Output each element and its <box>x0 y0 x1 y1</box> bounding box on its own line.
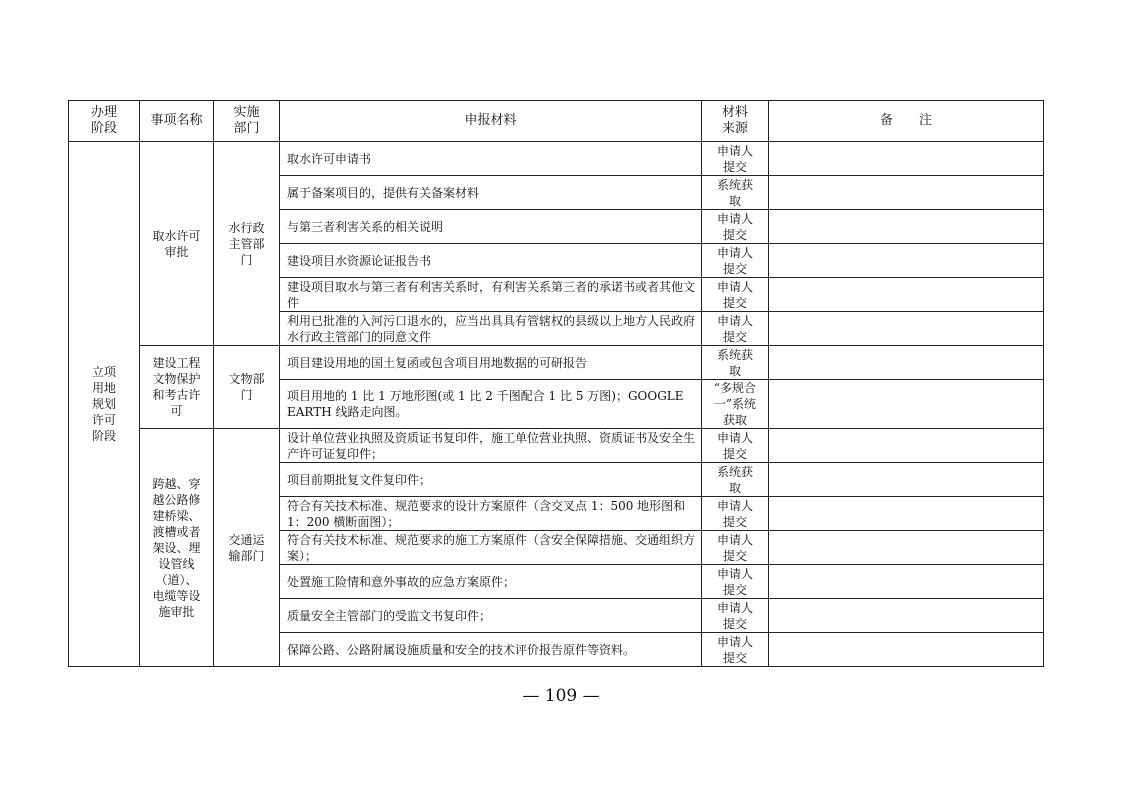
header-note: 备 注 <box>769 101 1044 142</box>
source-cell: 系统获 取 <box>702 463 769 497</box>
material-cell: 项目前期批复文件复印件； <box>280 463 702 497</box>
material-cell: 属于备案项目的，提供有关备案材料 <box>280 176 702 210</box>
material-cell: 建设项目水资源论证报告书 <box>280 244 702 278</box>
source-cell: 申请人 提交 <box>702 531 769 565</box>
table-row <box>69 429 1044 463</box>
source-cell: 申请人 提交 <box>702 278 769 312</box>
source-cell: 申请人 提交 <box>702 142 769 176</box>
header-source: 材料 来源 <box>702 101 769 142</box>
note-cell <box>769 346 1044 380</box>
note-cell <box>769 176 1044 210</box>
page-number: — 109 — <box>522 686 600 706</box>
material-cell: 与第三者利害关系的相关说明 <box>280 210 702 244</box>
material-cell: 处置施工险情和意外事故的应急方案原件； <box>280 565 702 599</box>
note-cell <box>769 210 1044 244</box>
note-cell <box>769 497 1044 531</box>
source-cell: 申请人 提交 <box>702 565 769 599</box>
table-body <box>69 142 1044 667</box>
source-cell: 系统获 取 <box>702 176 769 210</box>
material-cell: 质量安全主管部门的受监文书复印件； <box>280 599 702 633</box>
source-cell: 系统获 取 <box>702 346 769 380</box>
material-cell: 建设项目取水与第三者有利害关系时，有利害关系第三者的承诺书或者其他文件 <box>280 278 702 312</box>
note-cell <box>769 380 1044 429</box>
table-row <box>69 346 1044 380</box>
source-cell: 申请人 提交 <box>702 244 769 278</box>
source-cell: 申请人 提交 <box>702 210 769 244</box>
department-cell: 文物部 门 <box>214 346 280 429</box>
note-cell <box>769 429 1044 463</box>
note-cell <box>769 531 1044 565</box>
item-name-cell: 跨越、穿 越公路修 建桥梁、 渡槽或者 架设、埋 设管线 （道）、 电缆等设 施审批 <box>140 429 214 667</box>
note-cell <box>769 633 1044 667</box>
note-cell <box>769 142 1044 176</box>
header-materials: 申报材料 <box>280 101 702 142</box>
department-cell: 水行政 主管部 门 <box>214 142 280 346</box>
note-cell <box>769 463 1044 497</box>
header-item: 事项名称 <box>140 101 214 142</box>
source-cell: 申请人 提交 <box>702 497 769 531</box>
note-cell <box>769 312 1044 346</box>
stage-cell: 立项 用地 规划 许可 阶段 <box>69 142 140 667</box>
header-dept: 实施 部门 <box>214 101 280 142</box>
department-cell: 交通运 输部门 <box>214 429 280 667</box>
material-cell: 符合有关技术标准、规范要求的施工方案原件（含安全保障措施、交通组织方案）； <box>280 531 702 565</box>
item-name-cell: 取水许可 审批 <box>140 142 214 346</box>
source-cell: “多规合 一”系统 获取 <box>702 380 769 429</box>
note-cell <box>769 244 1044 278</box>
material-cell: 利用已批准的入河污口退水的，应当出具具有管辖权的县级以上地方人民政府水行政主管部门的同意文件 <box>280 312 702 346</box>
note-cell <box>769 599 1044 633</box>
item-name-cell: 建设工程 文物保护 和考古许 可 <box>140 346 214 429</box>
material-cell: 保障公路、公路附属设施质量和安全的技术评价报告原件等资料。 <box>280 633 702 667</box>
material-cell: 取水许可申请书 <box>280 142 702 176</box>
source-cell: 申请人 提交 <box>702 633 769 667</box>
material-cell: 设计单位营业执照及资质证书复印件，施工单位营业执照、资质证书及安全生产许可证复印件； <box>280 429 702 463</box>
header-stage: 办理 阶段 <box>69 101 140 142</box>
table-header-row <box>69 101 1044 142</box>
note-cell <box>769 278 1044 312</box>
source-cell: 申请人 提交 <box>702 599 769 633</box>
material-cell: 符合有关技术标准、规范要求的设计方案原件（含交叉点 1：500 地形图和 1：200 横断面图）； <box>280 497 702 531</box>
material-cell: 项目用地的 1 比 1 万地形图(或 1 比 2 千图配合 1 比 5 万图)；GOOGLE EARTH 线路走向图。 <box>280 380 702 429</box>
materials-table <box>68 100 1044 667</box>
note-cell <box>769 565 1044 599</box>
material-cell: 项目建设用地的国土复函或包含项目用地数据的可研报告 <box>280 346 702 380</box>
source-cell: 申请人 提交 <box>702 429 769 463</box>
table-row <box>69 142 1044 176</box>
source-cell: 申请人 提交 <box>702 312 769 346</box>
